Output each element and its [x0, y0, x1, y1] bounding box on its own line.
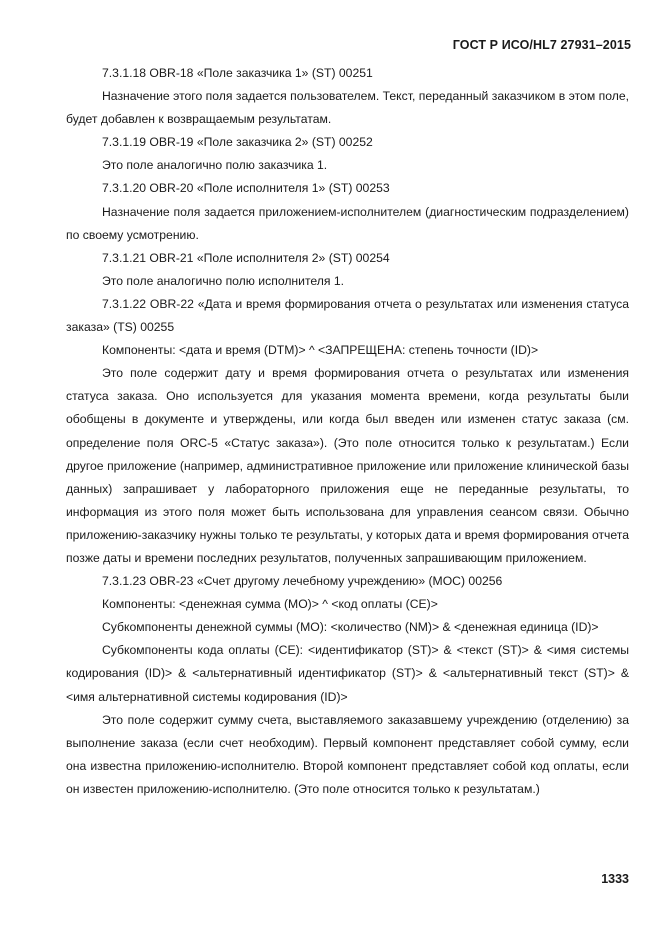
section-heading-obr-21: 7.3.1.21 OBR-21 «Поле исполнителя 2» (ST) 00254	[102, 250, 390, 265]
paragraph-obr-22-components: Компоненты: <дата и время (DTM)> ^ <ЗАПРЕЩЕНА: степень точности (ID)>	[102, 343, 539, 358]
paragraph-obr-19-description: Это поле аналогично полю заказчика 1.	[102, 158, 328, 173]
standard-header: ГОСТ Р ИСО/HL7 27931–2015	[452, 38, 631, 52]
paragraph-obr-18-description: Назначение этого поля задается пользователем. Текст, переданный заказчиком в этом поле, будет добавлен к возвращаемым результатам.	[66, 89, 629, 127]
paragraph-obr-23-mo-subcomponents: Субкомпоненты денежной суммы (MO): <количество (NM)> & <денежная единица (ID)>	[102, 620, 599, 635]
section-heading-obr-23: 7.3.1.23 OBR-23 «Счет другому лечебному учреждению» (MOC) 00256	[102, 574, 503, 589]
paragraph-obr-21-description: Это поле аналогично полю исполнителя 1.	[102, 273, 345, 288]
paragraph-obr-22-description: Это поле содержит дату и время формирования отчета о результатах или изменения статуса заказа. Оно используется для указания момента времени, когда результаты были обобщены в документе и утверждены, или когда был введен или изменен статус заказа (см. определение поля ORC-5 «Статус заказа»). (Это поле относится только к результатам.) Если другое приложение (например, административное приложение или приложение клинической базы данных) запрашивает у лабораторного приложения еще не переданные результаты, то информация из этого поля может быть использована для управления сеансом связи. Обычно приложению-заказчику нужны только те результаты, у которых дата и время формирования отчета позже даты и времени последних результатов, полученных запрашивающим приложением.	[66, 366, 629, 565]
paragraph-obr-23-components: Компоненты: <денежная сумма (MO)> ^ <код оплаты (CE)>	[102, 597, 438, 612]
paragraph-obr-23-ce-subcomponents: Субкомпоненты кода оплаты (CE): <идентификатор (ST)> & <текст (ST)> & <имя системы кодирования (ID)> & <альтернативный идентификатор (ST)> & <альтернативный текст (ST)> & <имя альтернативной системы кодирования (ID)>	[66, 643, 629, 704]
section-heading-obr-22: 7.3.1.22 OBR-22 «Дата и время формирования отчета о результатах или изменения статуса заказа» (TS) 00255	[66, 296, 629, 335]
section-heading-obr-18: 7.3.1.18 OBR-18 «Поле заказчика 1» (ST) 00251	[102, 66, 373, 80]
page-number: 1333	[601, 872, 629, 886]
paragraph-obr-23-description: Это поле содержит сумму счета, выставляемого заказавшему учреждению (отделению) за выполнение заказа (если счет необходим). Первый компонент представляет собой сумму, если она известна приложению-исполнителю. Второй компонент представляет собой код оплаты, если он известен приложению-исполнителю. (Это поле относится только к результатам.)	[66, 712, 629, 796]
paragraph-obr-20-description: Назначение поля задается приложением-исполнителем (диагностическим подразделением) по своему усмотрению.	[66, 204, 629, 242]
section-heading-obr-20: 7.3.1.20 OBR-20 «Поле исполнителя 1» (ST) 00253	[102, 181, 390, 196]
body-text	[66, 62, 629, 801]
section-heading-obr-19: 7.3.1.19 OBR-19 «Поле заказчика 2» (ST) 00252	[102, 135, 373, 150]
